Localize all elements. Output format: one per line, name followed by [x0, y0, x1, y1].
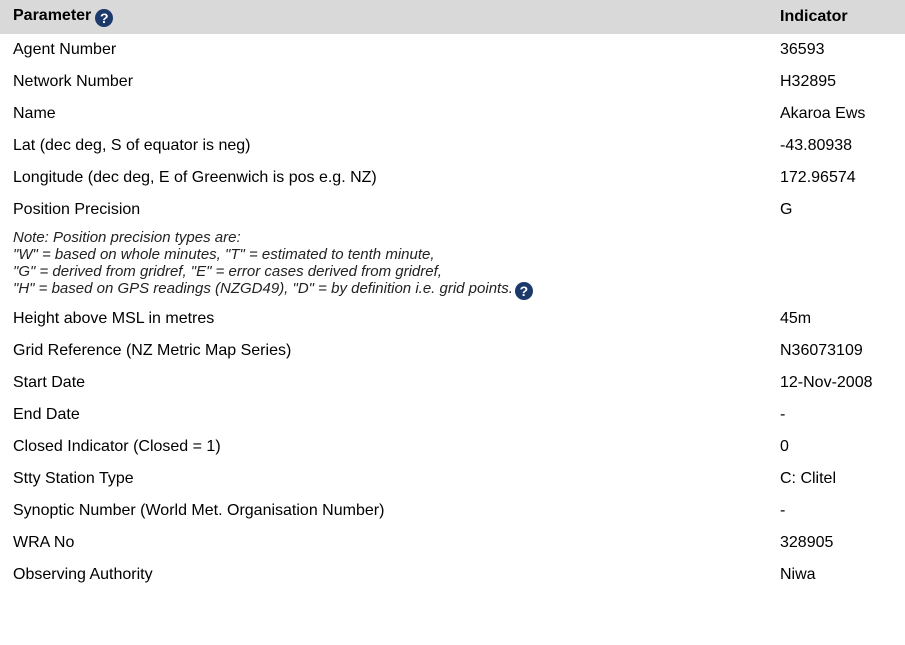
- row-label-closed-indicator: Closed Indicator (Closed = 1): [13, 438, 221, 455]
- table-header-row: [0, 0, 905, 34]
- table-row: [0, 559, 905, 591]
- position-precision-note: [0, 226, 905, 303]
- row-label-observing-authority: Observing Authority: [13, 566, 153, 583]
- table-row: [0, 495, 905, 527]
- row-value-network-number: H32895: [780, 73, 837, 90]
- row-value-observing-authority: Niwa: [780, 566, 816, 583]
- table-row: [0, 527, 905, 559]
- indicator-column-header: Indicator: [780, 8, 848, 25]
- question-circle-icon[interactable]: ?: [515, 282, 533, 300]
- table-row: [0, 98, 905, 130]
- row-label-name: Name: [13, 105, 56, 122]
- row-value-latitude: -43.80938: [780, 137, 853, 154]
- table-row: [0, 66, 905, 98]
- question-circle-icon[interactable]: ?: [95, 9, 113, 27]
- table-row: [0, 431, 905, 463]
- note-line-text: "H" = based on GPS readings (NZGD49), "D" = by definition i.e. grid points.: [13, 280, 513, 297]
- row-label-position-precision: Position Precision: [13, 201, 141, 218]
- row-value-name: Akaroa Ews: [780, 105, 866, 122]
- table-row: [0, 130, 905, 162]
- note-line: "G" = derived from gridref, "E" = error cases derived from gridref,: [13, 263, 442, 280]
- row-label-synoptic-number: Synoptic Number (World Met. Organisation Number): [13, 502, 385, 519]
- table-row: [0, 303, 905, 335]
- row-value-longitude: 172.96574: [780, 169, 856, 186]
- parameter-header-label: Parameter: [13, 7, 92, 24]
- row-value-synoptic-number: -: [780, 502, 786, 519]
- table-row: [0, 463, 905, 495]
- row-value-start-date: 12-Nov-2008: [780, 374, 873, 391]
- note-line-last: [13, 280, 905, 300]
- table-row: [0, 34, 905, 66]
- table-row: [0, 367, 905, 399]
- note-line: "W" = based on whole minutes, "T" = estimated to tenth minute,: [13, 246, 435, 263]
- row-value-end-date: -: [780, 406, 786, 423]
- table-row: [0, 399, 905, 431]
- row-label-network-number: Network Number: [13, 73, 134, 90]
- row-value-height: 45m: [780, 310, 812, 327]
- row-value-position-precision: G: [780, 201, 793, 218]
- row-label-wra-no: WRA No: [13, 534, 75, 551]
- row-value-agent-number: 36593: [780, 41, 825, 58]
- parameter-column-header: [0, 0, 780, 34]
- row-label-latitude: Lat (dec deg, S of equator is neg): [13, 137, 251, 154]
- row-value-grid-reference: N36073109: [780, 342, 863, 359]
- row-value-station-type: C: Clitel: [780, 470, 837, 487]
- row-value-wra-no: 328905: [780, 534, 834, 551]
- row-label-grid-reference: Grid Reference (NZ Metric Map Series): [13, 342, 292, 359]
- row-label-start-date: Start Date: [13, 374, 86, 391]
- table-row: [0, 162, 905, 194]
- row-label-agent-number: Agent Number: [13, 41, 117, 58]
- table-row: [0, 194, 905, 226]
- row-value-closed-indicator: 0: [780, 438, 789, 455]
- row-label-longitude: Longitude (dec deg, E of Greenwich is pos e.g. NZ): [13, 169, 377, 186]
- row-label-station-type: Stty Station Type: [13, 470, 134, 487]
- row-label-height: Height above MSL in metres: [13, 310, 215, 327]
- position-precision-note-row: [0, 226, 905, 303]
- row-label-end-date: End Date: [13, 406, 80, 423]
- note-line: Note: Position precision types are:: [13, 229, 241, 246]
- table-row: [0, 335, 905, 367]
